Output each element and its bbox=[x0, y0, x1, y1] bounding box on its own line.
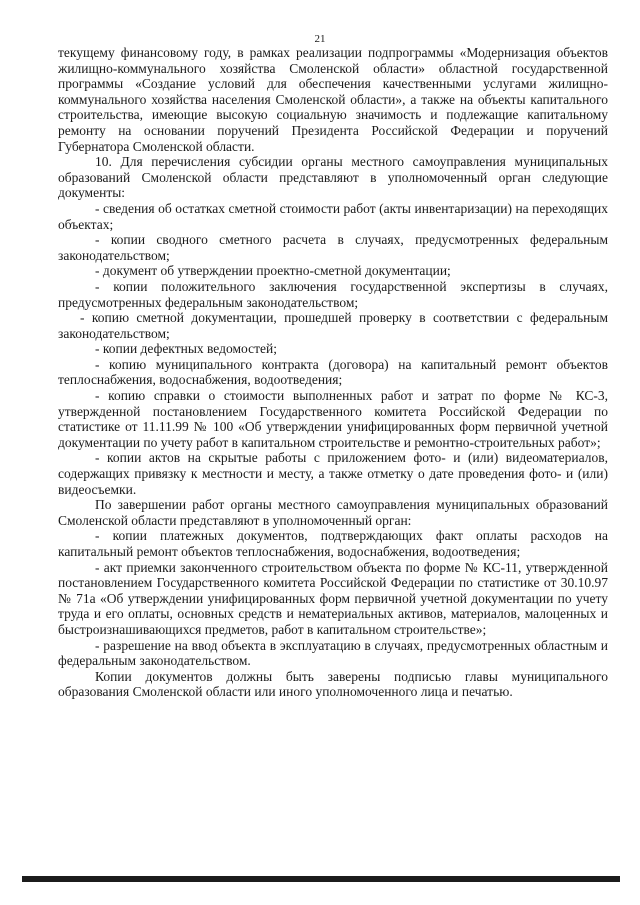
list-item: - копию муниципального контракта (договора) на капитальный ремонт объектов теплоснабжения, водоснабжения, водоотведения; bbox=[58, 356, 608, 388]
list-item: - документ об утверждении проектно-сметной документации; bbox=[95, 263, 451, 279]
list-item: - копию справки о стоимости выполненных работ и затрат по форме № КС-3, утвержденной постановлением Государственного комитета Российской Федерации по статистике от 11.11.99 № 100 «Об утверждении унифицированных форм первичной учетной документации по учету работ в капитальном строительстве и ремонтно-строительных работ»; bbox=[58, 388, 608, 450]
list-item: - копии дефектных ведомостей; bbox=[95, 341, 277, 357]
list-item: - акт приемки законченного строительством объекта по форме № КС-11, утвержденной постановлением Государственного комитета Российской Федерации по статистике от 30.10.97 № 71а «Об утверждении унифицированных форм первичной учетной документации по учету труда и его оплаты, основных средств и нематериальных активов, материалов, малоценных и быстроизнашивающихся предметов, работ в капитальном строительстве»; bbox=[58, 559, 608, 637]
list-item: - копии актов на скрытые работы с приложением фото- и (или) видеоматериалов, содержащих привязку к местности и месту, а также отметку о дате проведения фото- и (или) видеосъемки. bbox=[58, 450, 608, 497]
list-item: - разрешение на ввод объекта в эксплуатацию в случаях, предусмотренных областным и федеральным законодательством. bbox=[58, 637, 608, 669]
list-item: - сведения об остатках сметной стоимости работ (акты инвентаризации) на переходящих объектах; bbox=[58, 200, 608, 232]
list-item: - копии положительного заключения государственной экспертизы в случаях, предусмотренных федеральным законодательством; bbox=[58, 278, 608, 310]
list-item: - копию сметной документации, прошедшей проверку в соответствии с федеральным законодательством; bbox=[58, 310, 608, 341]
paragraph-item-10: 10. Для перечисления субсидии органы местного самоуправления муниципальных образований Смоленской области представляют в уполномоченный орган следующие документы: bbox=[58, 154, 608, 201]
document-body bbox=[58, 45, 608, 700]
paragraph-completion: По завершении работ органы местного самоуправления муниципальных образований Смоленской области представляют в уполномоченный орган: bbox=[58, 497, 608, 528]
page-number: 21 bbox=[314, 33, 326, 45]
paragraph-intro: текущему финансовому году, в рамках реализации подпрограммы «Модернизация объектов жилищно-коммунального хозяйства Смоленской области» областной государственной программы «Создание условий для обеспечения качественными услугами жилищно-коммунального хозяйства населения Смоленской области», а также на объекты капитального строительства, имеющие высокую социальную значимость и подлежащие капитальному ремонту на основании поручений Президента Российской Федерации и поручений Губернатора Смоленской области. bbox=[58, 45, 608, 154]
list-item: - копии сводного сметного расчета в случаях, предусмотренных федеральным законодательством; bbox=[58, 232, 608, 263]
bottom-scan-border bbox=[22, 876, 620, 882]
paragraph-certification: Копии документов должны быть заверены подписью главы муниципального образования Смоленской области или иного уполномоченного лица и печатью. bbox=[58, 668, 608, 700]
list-item: - копии платежных документов, подтверждающих факт оплаты расходов на капитальный ремонт объектов теплоснабжения, водоснабжения, водоотведения; bbox=[58, 528, 608, 559]
